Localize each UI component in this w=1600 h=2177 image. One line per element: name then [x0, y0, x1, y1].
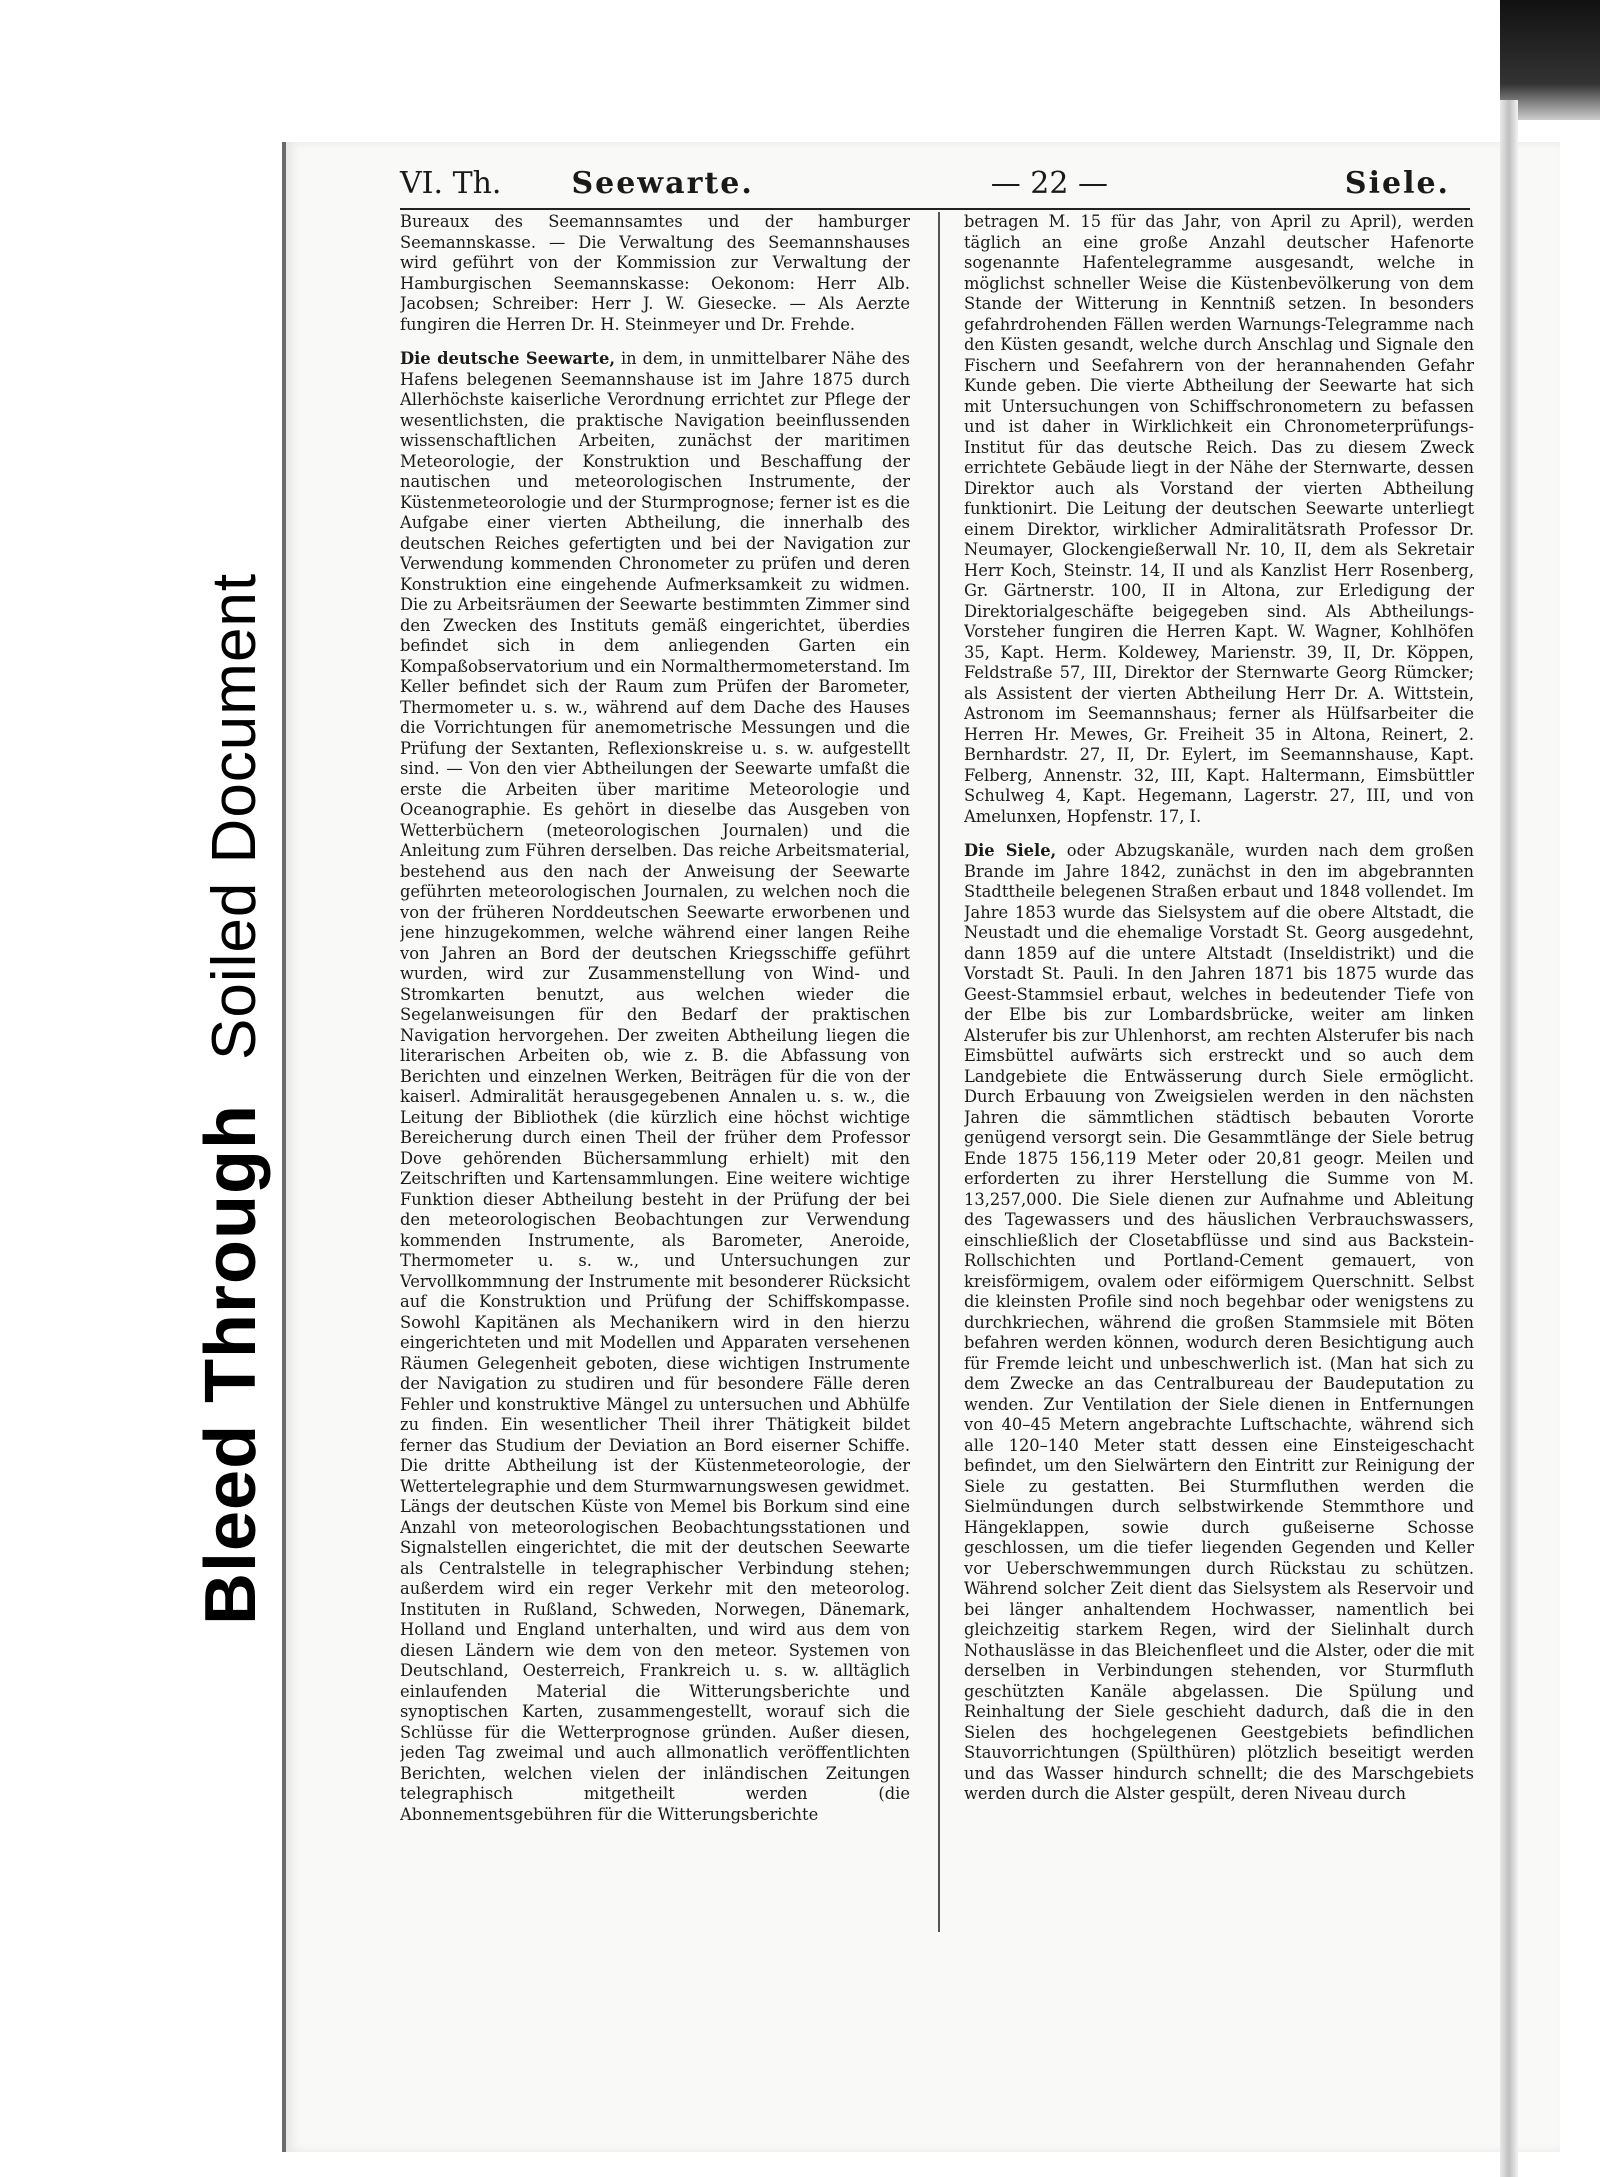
left-column: [400, 212, 910, 1952]
right-column: [964, 212, 1474, 1952]
scan-label-stamp: [190, 573, 272, 1625]
page-topic: Siele.: [1344, 165, 1450, 201]
column-divider: [938, 212, 940, 1932]
paragraph-seewarte: [400, 349, 910, 1825]
page-header: [400, 158, 1470, 210]
volume-label: VI. Th.: [400, 165, 502, 201]
page-title: Seewarte.: [571, 165, 754, 201]
soiled-document-label: Soiled Document: [200, 572, 269, 1061]
paragraph-seemannshaus: Bureaux des Seemannsamtes und der hamburger Seemannskasse. — Die Verwaltung des Seemannshauses wird geführt von der Kommission zur Verwaltung der Hamburgischen Seemannskasse: Oekonom: Herr Alb. Jacobsen; Schreiber: Herr J. W. Giesecke. — Als Aerzte fungiren die Herren Dr. H. Steinmeyer und Dr. Frehde.: [400, 212, 910, 334]
section-heading-seewarte: Die deutsche Seewarte,: [400, 349, 616, 368]
paragraph-siele: [964, 841, 1474, 1805]
bleed-through-label: Bleed Through: [191, 1104, 271, 1625]
paragraph-seewarte-body: in dem, in unmittelbarer Nähe des Hafens belegenen Seemannshause ist im Jahre 1875 durch Allerhöchste kaiserliche Verordnung errichtet zur Pflege der wesentlichsten, die praktische Navigation beeinflussenden wissenschaftlichen Arbeiten, zunächst der maritimen Meteorologie, der Konstruktion und Beschaffung der nautischen und meteorologischen Instrumente, der Küstenmeteorologie und der Sturmprognose; ferner ist es die Aufgabe einer vierten Abtheilung, die innerhalb des deutschen Reiches gefertigten und bei der Navigation zur Verwendung kommenden Chronometer zu prüfen und deren Konstruktion eine eingehende Aufmerksamkeit zu widmen. Die zu Arbeitsräumen der Seewarte bestimmten Zimmer sind den Zwecken des Instituts gemäß eingerichtet, überdies befindet sich in dem anliegenden Garten ein Kompaßobservatorium und ein Normalthermometerstand. Im Keller befindet sich der Raum zum Prüfen der Barometer, Thermometer u. s. w., während auf dem Dache des Hauses die Vorrichtungen für anemometrische Messungen und die Prüfung der Sextanten, Reflexionskreise u. s. w. aufgestellt sind. — Von den vier Abtheilungen der Seewarte umfaßt die erste die Arbeiten über maritime Meteorologie und Oceanographie. Es gehört in dieselbe das Ausgeben von Wetterbüchern (meteorologischen Journalen) und die Anleitung zum Führen derselben. Das reiche Arbeitsmaterial, bestehend aus den nach der Anweisung der Seewarte geführten meteorologischen Journalen, zu welchen noch die von der früheren Norddeutschen Seewarte erworbenen und jene hinzugekommen, welche während einer langen Reihe von Jahren an Bord der deutschen Kriegsschiffe geführt wurden, wird zur Zusammenstellung von Wind- und Stromkarten benutzt, aus welchen wieder die Segelanweisungen für den Bedarf der praktischen Navigation hervorgehen. Der zweiten Abtheilung liegen die literarischen Arbeiten ob, wie z. B. die Abfassung von Berichten und einzelnen Werken, Beiträgen für die von der kaiserl. Admiralität herausgegebenen Annalen u. s. w., die Leitung der Bibliothek (die kürzlich eine höchst wichtige Bereicherung durch einen Theil der früher dem Professor Dove gehörenden Büchersammlung erhielt) mit den Zeitschriften und Kartensammlungen. Eine weitere wichtige Funktion dieser Abtheilung besteht in der Prüfung der bei den meteorologischen Beobachtungen zur Verwendung kommenden Instrumente, als Barometer, Aneroide, Thermometer u. s. w., und Untersuchungen zur Vervollkommnung der Instrumente mit besonderer Rücksicht auf die Konstruktion und Prüfung der Schiffskompasse. Sowohl Kapitänen als Mechanikern wird in den hierzu eingerichteten und mit Modellen und Apparaten versehenen Räumen Gelegenheit geboten, diese wichtigen Instrumente der Navigation zu studiren und für besondere Fälle deren Fehler und konstruktive Mängel zu untersuchen und Abhülfe zu finden. Ein wesentlicher Theil ihrer Thätigkeit bildet ferner das Studium der Deviation an Bord eiserner Schiffe. Die dritte Abtheilung ist der Küstenmeteorologie, der Wettertelegraphie und dem Sturmwarnungswesen gewidmet. Längs der deutschen Küste von Memel bis Borkum sind eine Anzahl von meteorologischen Beobachtungsstationen und Signalstellen eingerichtet, die mit der deutschen Seewarte als Centralstelle in telegraphischer Verbindung stehen; außerdem wird ein reger Verkehr mit den meteorolog. Instituten in Rußland, Schweden, Norwegen, Dänemark, Holland und England unterhalten, und wird aus dem von diesen Ländern wie dem von den meteor. Systemen von Deutschland, Oesterreich, Frankreich u. s. w. alltäglich einlaufenden Material die Witterungsberichte und synoptischen Karten, zusammengestellt, worauf sich die Schlüsse für die Wetterprognose gründen. Außer diesen, jeden Tag zweimal und auch allmonatlich veröffentlichten Berichten, welchen vielen der inländischen Zeitungen telegraphisch mitgetheilt werden (die Abonnementsgebühren für die Witterungsberichte: [400, 349, 910, 1824]
section-heading-siele: Die Siele,: [964, 841, 1057, 860]
paragraph-seewarte-continued: betragen M. 15 für das Jahr, von April zu April), werden täglich an eine große Anzahl deutscher Hafenorte sogenannte Hafentelegramme ausgesandt, welche in möglichst schneller Weise die Küstenbevölkerung von dem Stande der Witterung in Kenntniß setzen. In besonders gefahrdrohenden Fällen werden Warnungs-Telegramme nach den Küsten gesandt, welche durch Anschlag und Signale den Fischern und Seefahrern von der herannahenden Gefahr Kunde geben. Die vierte Abtheilung der Seewarte hat sich mit Untersuchungen von Schiffschronometern zu befassen und ist daher in Wirklichkeit ein Chronometerprüfungs-Institut für das deutsche Reich. Das zu diesem Zweck errichtete Gebäude liegt in der Nähe der Sternwarte, dessen Direktor auch als Vorstand der vierten Abtheilung funktionirt. Die Leitung der deutschen Seewarte unterliegt einem Direktor, wirklicher Admiralitätsrath Professor Dr. Neumayer, Glockengießerwall Nr. 10, II, dem als Sekretair Herr Koch, Steinstr. 14, II und als Kanzlist Herr Rosenberg, Gr. Gärtnerstr. 100, II in Altona, zur Erledigung der Direktorialgeschäfte beigegeben sind. Als Abtheilungs-Vorsteher fungiren die Herren Kapt. W. Wagner, Kohlhöfen 35, Kapt. Herm. Koldewey, Marienstr. 39, II, Dr. Köppen, Feldstraße 57, III, Direktor der Sternwarte Georg Rümcker; als Assistent der vierten Abtheilung Herr Dr. A. Wittstein, Astronom im Seemannshaus; ferner als Hülfsarbeiter die Herren Hr. Mewes, Gr. Freiheit 35 in Altona, Reinert, 2. Bernhardstr. 27, II, Dr. Eylert, im Seemannshause, Kapt. Felberg, Annenstr. 32, III, Kapt. Haltermann, Eimsbüttler Schulweg 4, Kapt. Hegemann, Lagerstr. 27, III, und von Amelunxen, Hopfenstr. 17, I.: [964, 212, 1474, 826]
page-number: — 22 —: [990, 165, 1108, 201]
paragraph-siele-body: oder Abzugskanäle, wurden nach dem großen Brande im Jahre 1842, zunächst in den im abgebrannten Stadttheile belegenen Straßen erbaut und 1848 vollendet. Im Jahre 1853 wurde das Sielsystem auf die obere Altstadt, die Neustadt und die ehemalige Vorstadt St. Georg ausgedehnt, dann 1859 auf die untere Altstadt (Inseldistrikt) und die Vorstadt St. Pauli. In den Jahren 1871 bis 1875 wurde das Geest-Stammsiel erbaut, welches in bedeutender Tiefe von der Elbe bis zur Lombardsbrücke, weiter am linken Alsterufer bis zur Uhlenhorst, am rechten Alsterufer bis nach Eimsbüttel aufwärts sich erstreckt und so auch dem Landgebiete die Entwässerung durch Siele ermöglicht. Durch Erbauung von Zweigsielen werden in den nächsten Jahren die sämmtlichen städtisch bebauten Vororte genügend versorgt sein. Die Gesammtlänge der Siele betrug Ende 1875 156,119 Meter oder 20,81 geogr. Meilen und erforderten zu ihrer Herstellung die Summe von M. 13,257,000. Die Siele dienen zur Aufnahme und Ableitung des Tagewassers und des häuslichen Verbrauchswassers, einschließlich der Closetabflüsse und sind aus Backstein-Rollschichten und Portland-Cement gemauert, von kreisförmigem, ovalem oder eiförmigem Querschnitt. Selbst die kleinsten Profile sind noch begehbar oder wenigstens zu durchkriechen, während die großen Stammsiele mit Böten befahren werden können, wodurch deren Besichtigung auch für Fremde leicht und unbeschwerlich ist. (Man hat sich zu dem Zwecke an das Centralbureau der Baudeputation zu wenden. Zur Ventilation der Siele dienen in Entfernungen von 40–45 Metern angebrachte Luftschachte, während sich alle 120–140 Meter statt dessen eine Einsteigeschacht befindet, um den Sielwärtern den Eintritt zur Reinigung der Siele zu gestatten. Bei Sturmfluthen werden die Sielmündungen durch selbstwirkende Stemmthore und Hängeklappen, sowie durch gußeiserne Schosse geschlossen, um die tiefer liegenden Gegenden und Keller vor Ueberschwemmungen durch Rückstau zu schützen. Während solcher Zeit dient das Sielsystem als Reservoir und bei länger anhaltendem Hochwasser, namentlich bei gleichzeitig starkem Regen, wird der Sielinhalt durch Nothauslässe in das Bleichenfleet und die Alster, oder die mit derselben in Verbindungen stehenden, vor Sturmfluth geschützten Kanäle abgelassen. Die Spülung und Reinhaltung der Siele geschieht dadurch, daß die in den Sielen des hochgelegenen Geestgebiets befindlichen Stauvorrichtungen (Spülthüren) plötzlich beseitigt werden und das Wasser hindurch schnellt; die des Marschgebiets werden durch die Alster gespült, deren Niveau durch: [964, 841, 1474, 1803]
book-spine-edge: [1500, 100, 1518, 2177]
